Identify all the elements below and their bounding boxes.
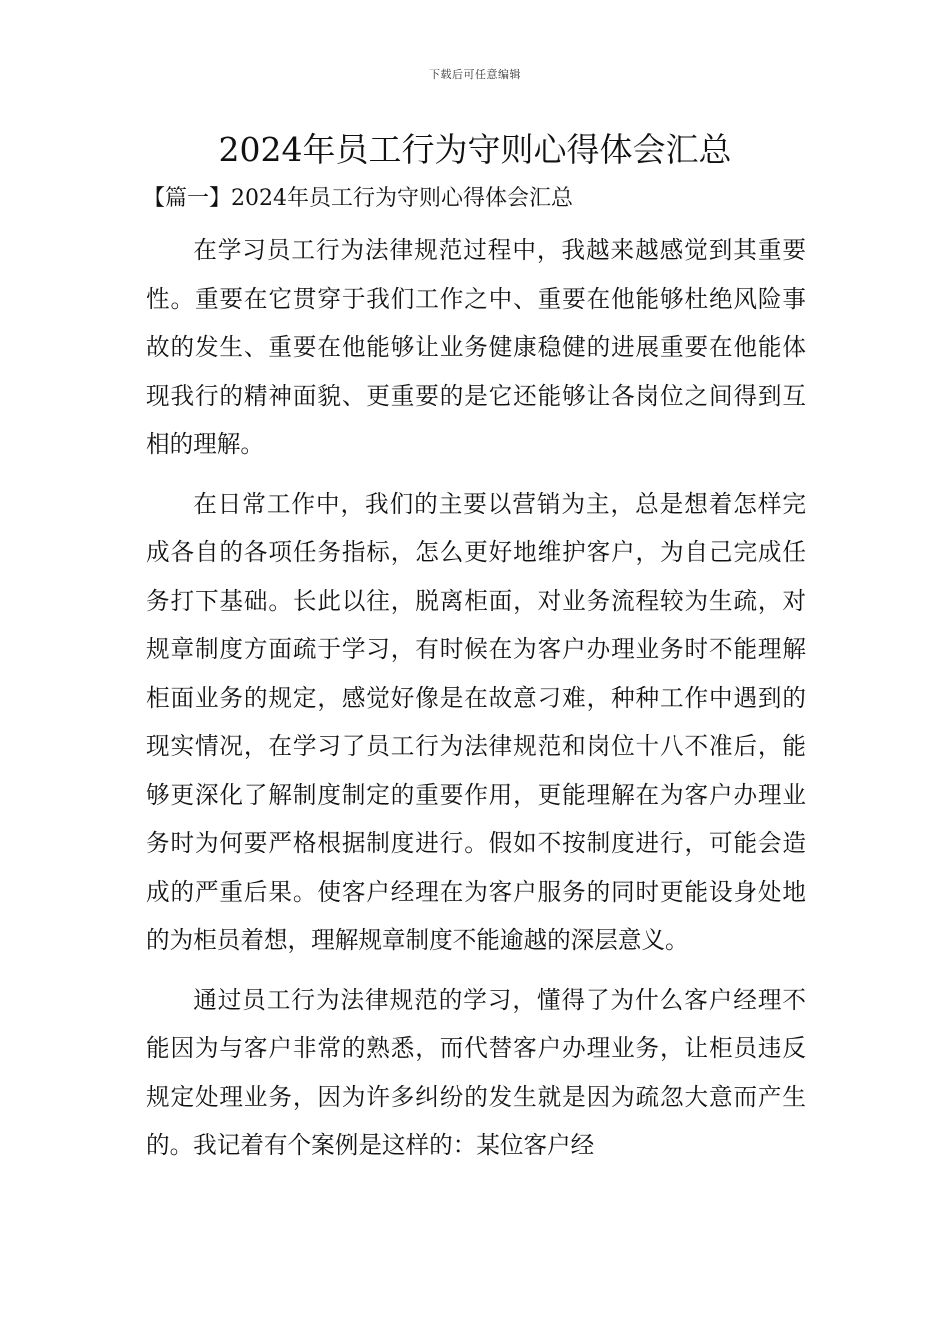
paragraph-2: 在日常工作中，我们的主要以营销为主，总是想着怎样完成各自的各项任务指标，怎么更好地维护客户，为自己完成任务打下基础。长此以往，脱离柜面，对业务流程较为生疏，对规章制度方面疏于学习，有时候在为客户办理业务时不能理解柜面业务的规定，感觉好像是在故意刁难，种种工作中遇到的现实情况，在学习了员工行为法律规范和岗位十八不准后，能够更深化了解制度制定的重要作用，更能理解在为客户办理业务时为何要严格根据制度进行。假如不按制度进行，可能会造成的严重后果。使客户经理在为客户服务的同时更能设身处地的为柜员着想，理解规章制度不能逾越的深层意义。: [146, 489, 806, 954]
document-title: 2024年员工行为守则心得体会汇总: [218, 130, 732, 169]
document-body: [146, 226, 806, 1181]
section-heading: 【篇一】2024年员工行为守则心得体会汇总: [143, 186, 573, 211]
paragraph-3: 通过员工行为法律规范的学习，懂得了为什么客户经理不能因为与客户非常的熟悉，而代替客户办理业务，让柜员违反规定处理业务，因为许多纠纷的发生就是因为疏忽大意而产生的。我记着有个案例是这样的：某位客户经: [146, 985, 806, 1159]
header-note: 下载后可任意编辑: [429, 68, 521, 81]
paragraph-1: 在学习员工行为法律规范过程中，我越来越感觉到其重要性。重要在它贯穿于我们工作之中、重要在他能够杜绝风险事故的发生、重要在他能够让业务健康稳健的进展重要在他能体现我行的精神面貌、更重要的是它还能够让各岗位之间得到互相的理解。: [146, 236, 806, 458]
